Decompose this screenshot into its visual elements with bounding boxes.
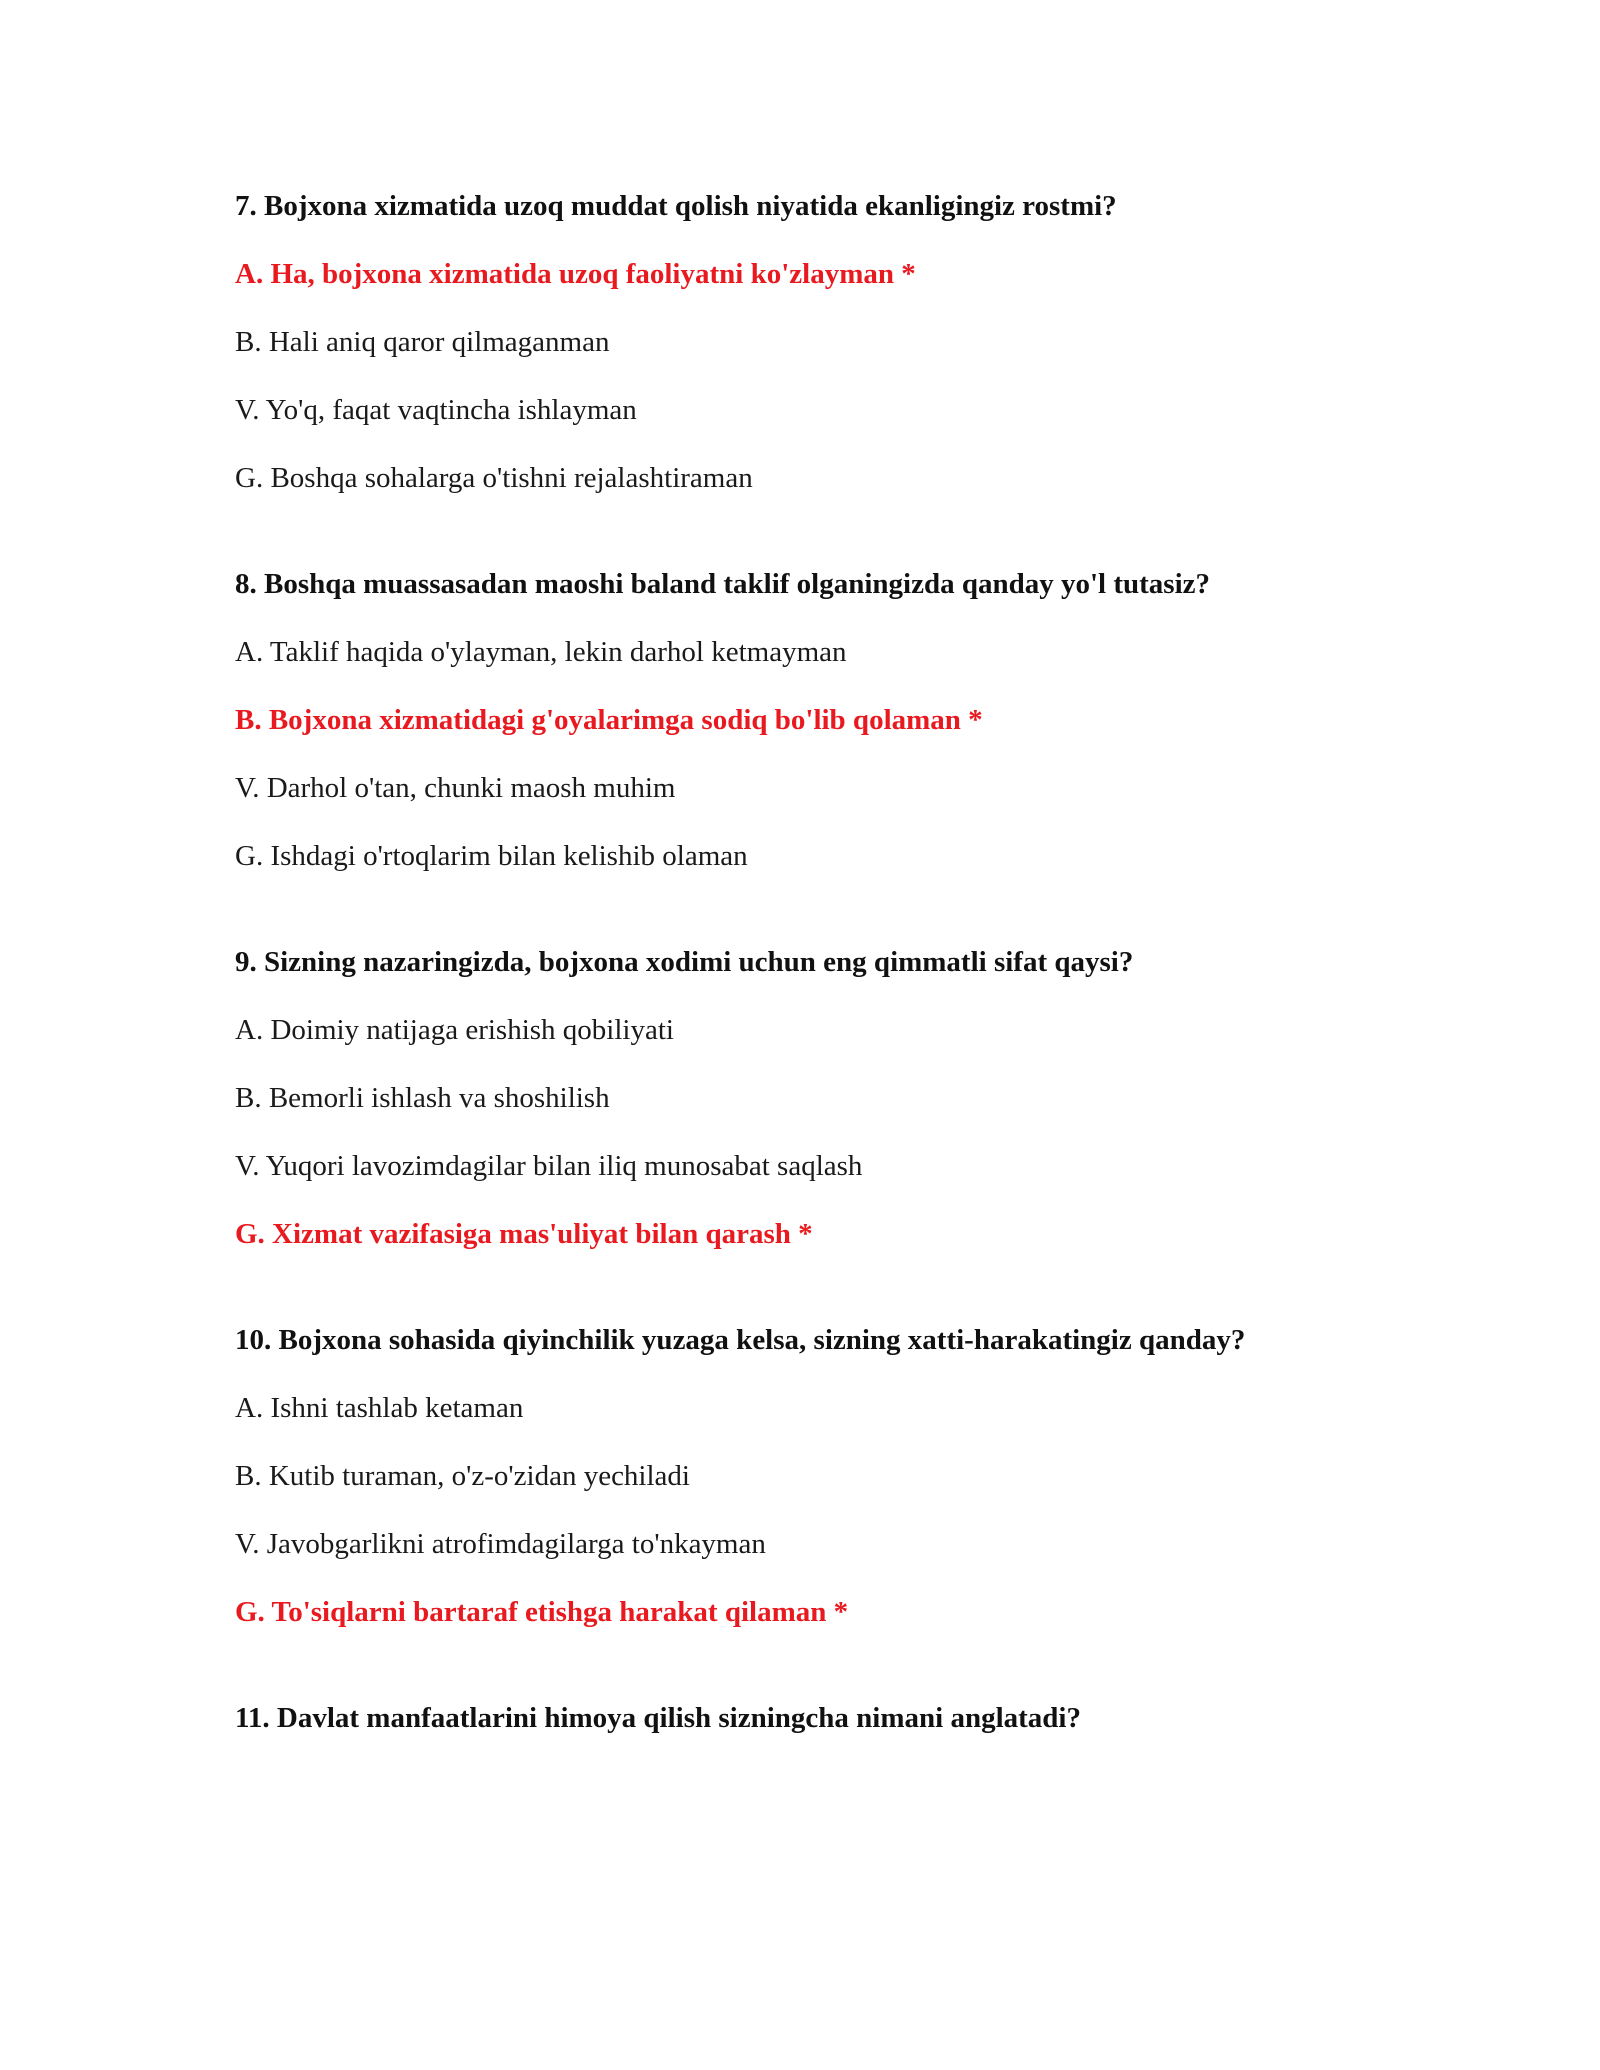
option: A. Taklif haqida o'ylayman, lekin darhol ketmayman bbox=[235, 636, 847, 668]
question-text: 7. Bojxona xizmatida uzoq muddat qolish niyatida ekanligingiz rostmi? bbox=[235, 190, 1117, 222]
option: B. Kutib turaman, o'z-o'zidan yechiladi bbox=[235, 1460, 690, 1492]
question-block-8 bbox=[235, 566, 1435, 874]
question-block-9 bbox=[235, 944, 1435, 1252]
option: B. Bemorli ishlash va shoshilish bbox=[235, 1082, 610, 1114]
option-correct: B. Bojxona xizmatidagi g'oyalarimga sodiq bo'lib qolaman * bbox=[235, 704, 983, 736]
option: V. Darhol o'tan, chunki maosh muhim bbox=[235, 772, 676, 804]
question-text: 10. Bojxona sohasida qiyinchilik yuzaga kelsa, sizning xatti-harakatingiz qanday? bbox=[235, 1324, 1246, 1356]
option-correct: G. To'siqlarni bartaraf etishga harakat qilaman * bbox=[235, 1596, 849, 1628]
option-correct: G. Xizmat vazifasiga mas'uliyat bilan qarash * bbox=[235, 1218, 813, 1250]
question-text: 8. Boshqa muassasadan maoshi baland taklif olganingizda qanday yo'l tutasiz? bbox=[235, 568, 1210, 600]
option: G. Boshqa sohalarga o'tishni rejalashtiraman bbox=[235, 462, 753, 494]
option: V. Yuqori lavozimdagilar bilan iliq munosabat saqlash bbox=[235, 1150, 863, 1182]
questions-list bbox=[235, 188, 1435, 1806]
question-block-7 bbox=[235, 188, 1435, 496]
question-text: 11. Davlat manfaatlarini himoya qilish sizningcha nimani anglatadi? bbox=[235, 1702, 1081, 1734]
question-block-10 bbox=[235, 1322, 1435, 1630]
option: A. Doimiy natijaga erishish qobiliyati bbox=[235, 1014, 674, 1046]
question-text: 9. Sizning nazaringizda, bojxona xodimi uchun eng qimmatli sifat qaysi? bbox=[235, 946, 1134, 978]
question-block-11 bbox=[235, 1700, 1435, 1736]
option: V. Javobgarlikni atrofimdagilarga to'nkayman bbox=[235, 1528, 766, 1560]
option: B. Hali aniq qaror qilmaganman bbox=[235, 326, 610, 358]
option: A. Ishni tashlab ketaman bbox=[235, 1392, 524, 1424]
option-correct: A. Ha, bojxona xizmatida uzoq faoliyatni ko'zlayman * bbox=[235, 258, 916, 290]
option: G. Ishdagi o'rtoqlarim bilan kelishib olaman bbox=[235, 840, 748, 872]
option: V. Yo'q, faqat vaqtincha ishlayman bbox=[235, 394, 637, 426]
